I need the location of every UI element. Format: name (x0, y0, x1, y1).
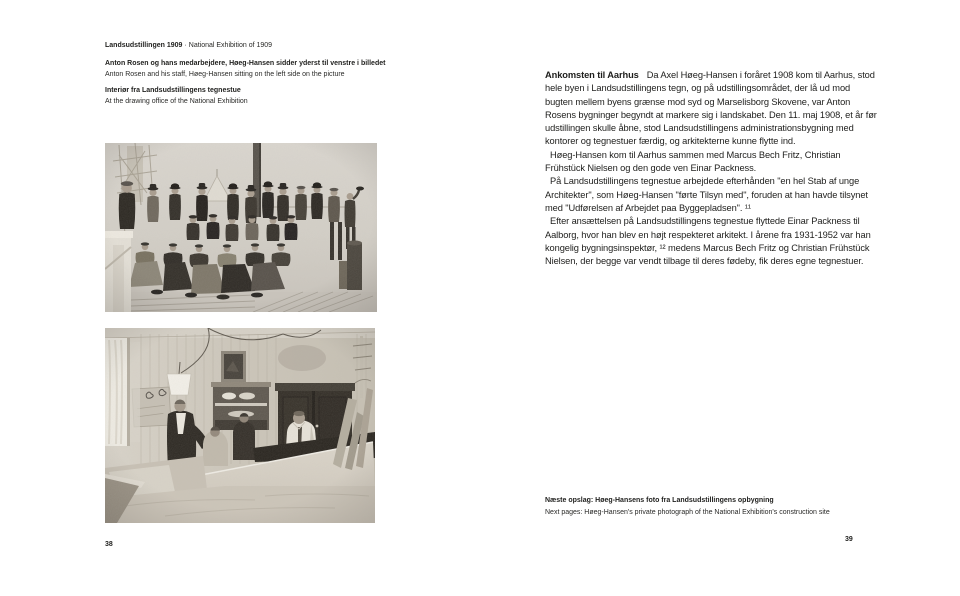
paragraph-colleagues: Høeg-Hansen kom til Aarhus sammen med Marcus Bech Fritz, Christian Frühstück Nielsen og den gode ven Einar Packness. (545, 149, 841, 174)
paragraph-arrival (545, 69, 877, 149)
page-number-right: 39 (845, 536, 853, 543)
photo-caption-group-photo (105, 58, 475, 80)
drawing-office-illustration (105, 328, 375, 523)
group-portrait-illustration (105, 143, 377, 312)
chapter-header (105, 40, 475, 51)
article-body (545, 69, 877, 268)
photo-caption-drawing-office (105, 85, 475, 107)
paragraph-drawing-office: På Landsudstillingens tegnestue arbejdede efterhånden "en hel Stab af unge Architekter", som Høeg-Hansen "førte Tilsyn med", foruden at han havde tilsynet med "Udførelsen af Arbejdet paa Byggepladsen". ¹¹ (545, 176, 868, 213)
paragraph-packness: Efter ansættelsen på Landsudstillingens tegnestue flyttede Einar Packness til Aalborg, hvor han blev en højt respekteret arkitekt. I årene fra 1931-1952 var han kongelig bygningsinspektør, ¹² medens Marcus Bech Fritz og Christian Frühstück Nielsen, der begge var vendt tilbage til deres fødeby, fik deres egne tegnestuer. (545, 216, 871, 267)
page-number-left: 38 (105, 541, 113, 548)
chapter-title-separator: · (184, 42, 187, 49)
group-portrait-photo (105, 143, 377, 312)
next-spread-caption (545, 495, 885, 518)
chapter-title-english: National Exhibition of 1909 (188, 42, 273, 49)
caption-english: Anton Rosen and his staff, Høeg-Hansen sitting on the left side on the picture (105, 71, 345, 78)
section-heading: Ankomsten til Aarhus (545, 70, 639, 80)
caption-danish: Interiør fra Landsudstillingens tegnestue (105, 87, 241, 94)
chapter-title-danish: Landsudstillingen 1909 (105, 42, 183, 49)
caption-english: Next pages: Høeg-Hansen's private photograph of the National Exhibition's construction site (545, 508, 830, 516)
paragraph-text: Da Axel Høeg-Hansen i foråret 1908 kom til Aarhus, stod hele byen i Landsudstillingens tegn, og på udstillingsområdet, der lå ud mod bugten mellem byens grænse mod syd og Marselisborg Skovene, var Anton Rosens bygninger begyndt at markere sig i landskabet. Den 11. maj 1908, et år før udstillingen skulle åbne, stod Landsudstillingens administrationsbygning med kontorer og tegnestuer færdig, og arkitekterne kunne flytte ind. (545, 70, 877, 147)
drawing-office-photo (105, 328, 375, 523)
caption-english: At the drawing office of the National Exhibition (105, 98, 248, 105)
caption-danish: Næste opslag: Høeg-Hansens foto fra Landsudstillingens opbygning (545, 497, 774, 504)
left-caption-block (105, 40, 475, 112)
caption-danish: Anton Rosen og hans medarbejdere, Høeg-Hansen sidder yderst til venstre i billedet (105, 60, 386, 67)
